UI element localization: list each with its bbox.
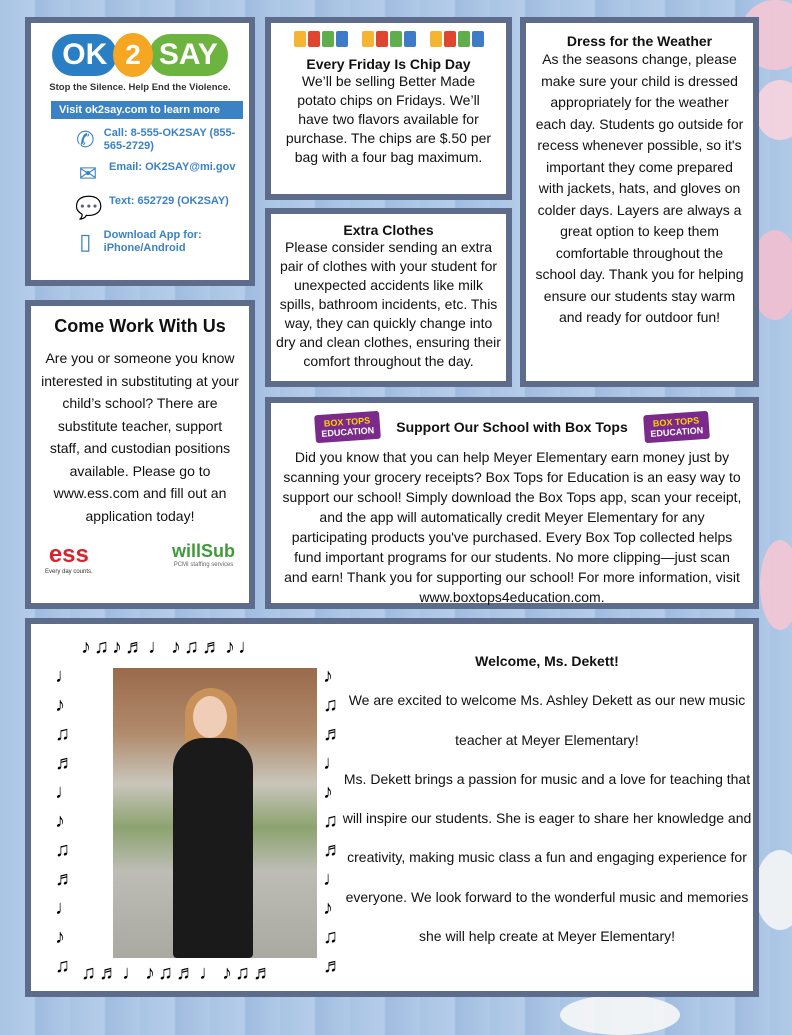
ok2say-panel <box>25 17 255 286</box>
smartphone-icon: ▯ <box>79 229 92 254</box>
weather-panel <box>520 17 759 387</box>
chip-day-body: We’ll be selling Better Made potato chips on Fridays. We’ll have two flavors available for purchase. The chips are $.50 per bag with a four bag maximum. <box>285 73 492 165</box>
ok2say-tagline: Stop the Silence. Help End the Violence. <box>49 82 231 93</box>
ok2say-contact-text: Call: 8-555-OK2SAY (855-565-2729) <box>103 127 236 152</box>
music-note-frame: ♪♫♪♬♩♪♫♬♪♩ ♩ ♪ ♫ ♬ ♩ ♪ ♫ ♬ ♩ ♪ ♫ ♪ ♫ ♬ ♩ ♪ ♫ ♬ ♩ ♪ ♫ ♬ ♫♬♩♪♫♬♩♪♫♬ <box>55 636 343 984</box>
extra-clothes-panel <box>265 208 512 387</box>
extra-clothes-body: Please consider sending an extra pair of clothes with your student for unexpected accidents like milk spills, bathroom incidents, etc. This way, they can quickly change into dry and clean clothes, ensuring their comfort throughout the day. <box>276 239 501 369</box>
ok2say-contact-row[interactable] <box>75 229 249 255</box>
ok2say-contact-list <box>31 127 249 255</box>
welcome-text <box>337 642 757 956</box>
flower-decoration <box>560 995 680 1035</box>
willsub-logo: willSub PCMI staffing services <box>172 541 235 568</box>
envelope-icon: ✉ <box>78 161 98 186</box>
ok2say-logo: OK 2 SAY <box>31 33 249 77</box>
chat-bubble-icon: 💬 <box>75 195 103 220</box>
ok2say-contact-row[interactable] <box>75 161 249 187</box>
ok2say-contact-text: Text: 652729 (OK2SAY) <box>109 195 229 207</box>
ok2say-contact-row[interactable] <box>75 127 249 153</box>
ess-logo: ess Every day counts. <box>45 541 93 575</box>
welcome-paragraph-1: We are excited to welcome Ms. Ashley Dekett as our new music teacher at Meyer Elementary! <box>348 692 746 748</box>
welcome-title: Welcome, Ms. Dekett! <box>475 653 619 669</box>
box-tops-body: Did you know that you can help Meyer Elementary earn money just by scanning your grocery receipts? Box Tops for Education is an easy way to support our school! Simply download the Box Tops app, scan your receipt, and the app will automatically credit Meyer Elementary for any participating products you've purchased. Every Box Top collected helps fund important programs for our students. No more clipping—just scan and earn! Thank you for supporting our school! For more information, visit www.boxtops4education.com. <box>282 449 742 605</box>
box-tops-title: Support Our School with Box Tops <box>396 419 628 435</box>
chip-day-panel <box>265 17 512 200</box>
ok2say-visit-link[interactable]: Visit ok2say.com to learn more <box>51 101 243 119</box>
phone-icon: ✆ <box>76 127 95 152</box>
chip-bags-image <box>281 31 496 52</box>
box-tops-logo-left: BOX TOPS EDUCATION <box>314 411 381 443</box>
extra-clothes-title: Extra Clothes <box>343 222 434 238</box>
come-work-panel <box>25 300 255 609</box>
ok2say-contact-text: Email: OK2SAY@mi.gov <box>109 161 236 173</box>
welcome-panel <box>25 618 759 997</box>
ok2say-contact-text: Download App for: iPhone/Android <box>103 229 202 254</box>
ok2say-contact-row[interactable] <box>75 195 249 221</box>
welcome-paragraph-2: Ms. Dekett brings a passion for music and a love for teaching that will inspire our students. She is eager to share her knowledge and creativity, making music class a fun and engaging experience for everyone. We look forward to the wonderful music and memories she will help create at Meyer Elementary! <box>342 770 752 945</box>
flower-decoration <box>760 540 792 630</box>
flower-decoration <box>755 850 792 930</box>
chip-day-title: Every Friday Is Chip Day <box>306 56 471 72</box>
box-tops-panel <box>265 397 759 609</box>
box-tops-logo-right: BOX TOPS EDUCATION <box>643 411 710 443</box>
flower-decoration <box>755 80 792 140</box>
weather-body: As the seasons change, please make sure your child is dressed appropriately for the weather each day. Students go outside for recess whenever possible, so it's important they come prepared with jackets, hats, and gloves on colder days. Layers are always a great option to keep them comfortable throughout the school day. Thank you for helping ensure our students stay warm and ready for outdoor fun! <box>535 51 744 325</box>
come-work-body: Are you or someone you know interested in substituting at your child’s school? There are substitute teacher, support staff, and custodian positions available. Please go to www.ess.com and fill out an application today! <box>41 350 239 524</box>
come-work-title: Come Work With Us <box>54 316 226 336</box>
weather-title: Dress for the Weather <box>566 33 713 49</box>
teacher-photo <box>113 668 317 958</box>
